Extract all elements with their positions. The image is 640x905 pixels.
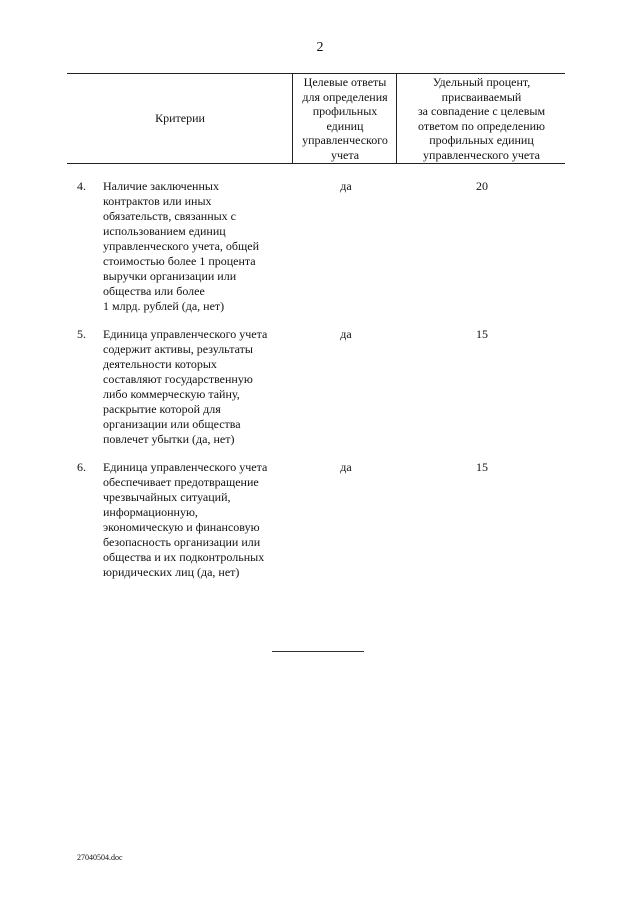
row-target-answer: да <box>340 460 352 474</box>
header-criteria: Критерии <box>155 111 205 125</box>
row-number: 6. <box>77 460 86 474</box>
row-number: 4. <box>77 179 86 193</box>
footer-doc-code: 27040504.doc <box>77 853 123 862</box>
row-weight: 15 <box>476 327 488 341</box>
header-divider-1 <box>292 73 293 164</box>
row-weight: 15 <box>476 460 488 474</box>
row-number: 5. <box>77 327 86 341</box>
table-top-rule <box>67 73 565 74</box>
header-divider-2 <box>396 73 397 164</box>
header-bottom-rule <box>67 163 565 164</box>
row-criterion: Наличие заключенных контрактов или иных обязательств, связанных с использованием единиц управленческого учета, общей стоимостью более 1 процента выручки организации или общества или более 1 млрд. рублей (да, нет) <box>103 179 259 313</box>
row-criterion: Единица управленческого учета обеспечивает предотвращение чрезвычайных ситуаций, информационную, экономическую и финансовую безопасность организации или общества и их подконтрольных юридических лиц (да, нет) <box>103 460 268 579</box>
row-target-answer: да <box>340 179 352 193</box>
end-divider <box>272 651 364 652</box>
header-weight-percent: Удельный процент, присваиваемый за совпадение с целевым ответом по определению профильных единиц управленческого учета <box>417 75 546 162</box>
header-target-answers: Целевые ответы для определения профильных единиц управленческого учета <box>302 75 388 162</box>
row-target-answer: да <box>340 327 352 341</box>
page-number: 2 <box>316 40 324 55</box>
row-weight: 20 <box>476 179 488 193</box>
row-criterion: Единица управленческого учета содержит активы, результаты деятельности которых составляют государственную либо коммерческую тайну, раскрытие которой для организации или общества повлечет убытки (да, нет) <box>103 327 268 446</box>
